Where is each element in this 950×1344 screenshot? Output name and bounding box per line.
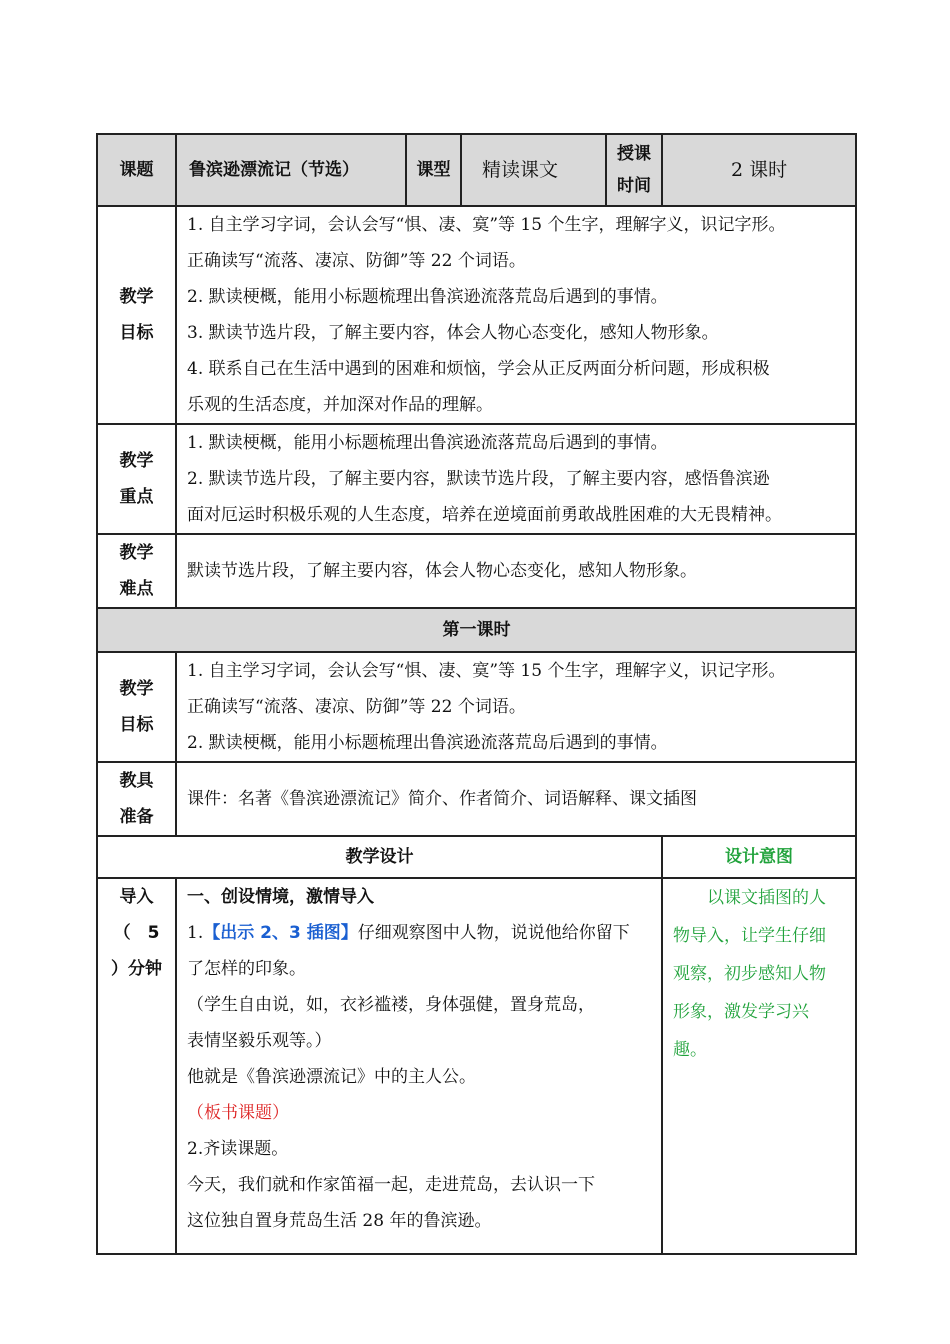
design-heading: 一、创设情境，激情导入 bbox=[187, 887, 374, 907]
goal-line: 2. 默读梗概，能用小标题梳理出鲁滨逊流落荒岛后遇到的事情。 bbox=[187, 287, 668, 307]
difficulties-label: 教学 难点 bbox=[97, 534, 176, 608]
answer-line: （学生自由说，如，衣衫褴褛，身体强健，置身荒岛， bbox=[187, 995, 595, 1015]
intent-content bbox=[662, 878, 856, 1254]
lesson-plan-table bbox=[96, 133, 857, 1255]
step1-line: 1.【出示 2、3 插图】仔细观察图中人物，说说他给你留下 bbox=[187, 923, 630, 943]
keypoints-row bbox=[97, 424, 856, 534]
difficulties-row bbox=[97, 534, 856, 608]
keypoint-line: 2. 默读节选片段，了解主要内容，默读节选片段，了解主要内容，感悟鲁滨逊 bbox=[187, 469, 770, 489]
goal-line: 乐观的生活态度，并加深对作品的理解。 bbox=[187, 395, 493, 415]
lesson1-goals-content bbox=[176, 652, 856, 762]
lesson1-goal-line: 正确读写“流落、凄凉、防御”等 22 个词语。 bbox=[187, 697, 526, 717]
intent-line: 形象，激发学习兴 bbox=[673, 1002, 809, 1022]
intent-line: 趣。 bbox=[673, 1040, 707, 1060]
time-label: 授课 时间 bbox=[606, 134, 662, 206]
tools-row bbox=[97, 762, 856, 836]
intent-line: 观察，初步感知人物 bbox=[673, 964, 826, 984]
lesson1-goals-label: 教学 目标 bbox=[97, 652, 176, 762]
goal-line: 4. 联系自己在生活中遇到的困难和烦恼，学会从正反两面分析问题，形成积极 bbox=[187, 359, 770, 379]
design-header: 教学设计 bbox=[97, 836, 662, 878]
design-header-row bbox=[97, 836, 856, 878]
tools-label: 教具 准备 bbox=[97, 762, 176, 836]
design-body-row bbox=[97, 878, 856, 1254]
header-row bbox=[97, 134, 856, 206]
time-value: 2 课时 bbox=[662, 134, 856, 206]
goal-line: 1. 自主学习字词，会认会写“惧、凄、寞”等 15 个生字，理解字义，识记字形。 bbox=[187, 215, 786, 235]
keypoints-label: 教学 重点 bbox=[97, 424, 176, 534]
goals-label: 教学 目标 bbox=[97, 206, 176, 424]
intro-label: 导入 （ 5 ）分钟 bbox=[97, 878, 176, 1254]
tools-content: 课件：名著《鲁滨逊漂流记》简介、作者简介、词语解释、课文插图 bbox=[176, 762, 856, 836]
lesson1-goals-row bbox=[97, 652, 856, 762]
goal-line: 正确读写“流落、凄凉、防御”等 22 个词语。 bbox=[187, 251, 526, 271]
goals-row bbox=[97, 206, 856, 424]
intent-line: 以课文插图的人 bbox=[707, 888, 826, 908]
goals-content bbox=[176, 206, 856, 424]
intent-header: 设计意图 bbox=[662, 836, 856, 878]
lesson-plan-page bbox=[96, 133, 855, 1255]
design-content: 一、创设情境，激情导入 1.【出示 2、3 插图】仔细观察图中人物，说说他给你留下 了怎样的印象。 （学生自由说，如，衣衫褴褛，身体强健，置身荒岛， 表情坚毅乐观等。） 他就是《鲁滨逊漂流记》中的主人公。 （板书课题） 2.齐读课题。 今天，我们就和作家笛福一起，走进荒岛，去认识一下 这位独自置身荒岛生活 28 年的鲁滨逊。 bbox=[176, 878, 662, 1254]
keypoint-line: 面对厄运时积极乐观的人生态度，培养在逆境面前勇敢战胜困难的大无畏精神。 bbox=[187, 505, 782, 525]
type-value: 精读课文 bbox=[461, 134, 606, 206]
lesson1-title: 第一课时 bbox=[97, 608, 856, 652]
keypoints-content bbox=[176, 424, 856, 534]
show-illustration-tag: 【出示 2、3 插图】 bbox=[203, 923, 358, 943]
goal-line: 3. 默读节选片段，了解主要内容，体会人物心态变化，感知人物形象。 bbox=[187, 323, 719, 343]
board-note: （板书课题） bbox=[187, 1103, 289, 1123]
intent-line: 物导入，让学生仔细 bbox=[673, 926, 826, 946]
topic-label: 课题 bbox=[97, 134, 176, 206]
difficulties-content: 默读节选片段，了解主要内容，体会人物心态变化，感知人物形象。 bbox=[176, 534, 856, 608]
lesson1-goal-line: 2. 默读梗概，能用小标题梳理出鲁滨逊流落荒岛后遇到的事情。 bbox=[187, 733, 668, 753]
topic-value: 鲁滨逊漂流记（节选） bbox=[176, 134, 406, 206]
keypoint-line: 1. 默读梗概，能用小标题梳理出鲁滨逊流落荒岛后遇到的事情。 bbox=[187, 433, 668, 453]
lesson1-title-row bbox=[97, 608, 856, 652]
type-label: 课型 bbox=[406, 134, 461, 206]
step2-line: 2.齐读课题。 bbox=[187, 1139, 289, 1159]
lesson1-goal-line: 1. 自主学习字词，会认会写“惧、凄、寞”等 15 个生字，理解字义，识记字形。 bbox=[187, 661, 786, 681]
